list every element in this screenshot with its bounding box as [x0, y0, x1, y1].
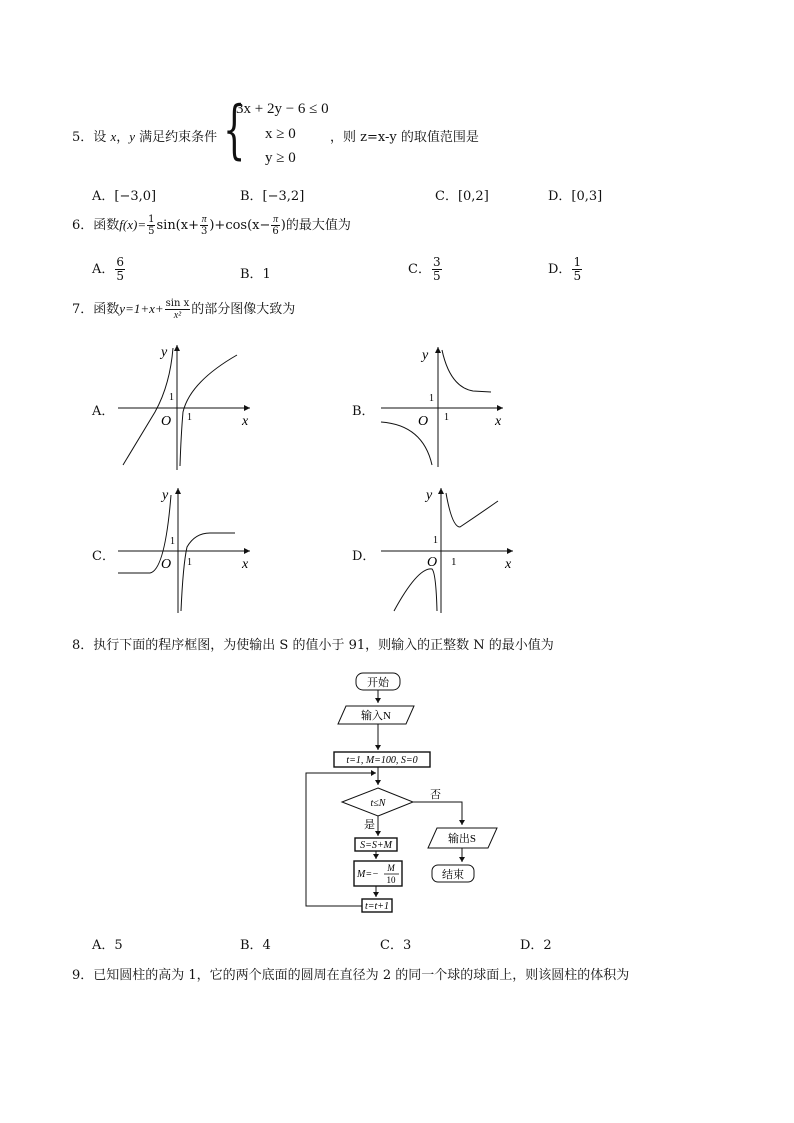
q6-option-c-label: C． [408, 262, 431, 277]
q6-option-a-label: A． [92, 262, 115, 277]
graph-b-one-x: 1 [444, 412, 449, 423]
q5-stem [72, 126, 217, 145]
q6-option-c [408, 256, 443, 283]
q6-text-d: )的最大值为 [280, 218, 351, 233]
q6-option-a [92, 256, 126, 283]
q7-label-b: B． [352, 404, 375, 419]
q6-option-a-frac [115, 256, 125, 283]
q6-option-b: B．1 [240, 267, 271, 282]
graph-c-one-y: 1 [170, 536, 175, 547]
graph-b-y-label: y [422, 348, 429, 363]
q5-sep: ， [116, 130, 130, 145]
flow-init-label: t=1, M=100, S=0 [346, 755, 418, 766]
q5-brace: { [223, 93, 246, 167]
q6-frac-1-num: 1 [148, 214, 155, 225]
q7-frac [165, 298, 191, 321]
q7-text-a: 函数 [93, 302, 120, 317]
flow-step2-num: M [387, 863, 395, 873]
q6-fx: f(x)= [119, 217, 147, 232]
q5-var-x: x [110, 129, 117, 144]
graph-c-x-label: x [242, 557, 249, 572]
q6-option-d-frac [572, 256, 582, 283]
q6-frac-3-den: 6 [272, 226, 279, 237]
graph-a [115, 340, 260, 475]
q6-option-d-label: D． [548, 262, 572, 277]
flow-step3-label: t=t+1 [364, 901, 390, 912]
q9-stem [72, 964, 629, 983]
q6-option-c-den: 5 [432, 269, 441, 283]
graph-c-origin: O [161, 557, 172, 572]
graph-a-one-y: 1 [169, 392, 174, 403]
graph-a-y-label: y [161, 345, 168, 360]
q6-text-c: )+cos(x− [209, 218, 271, 233]
q7-label-c: C． [92, 549, 115, 564]
q5-number: 5． [72, 130, 94, 145]
q7-label-a: A． [92, 404, 115, 419]
graph-a-one-x: 1 [187, 412, 192, 423]
graph-b-x-label: x [495, 414, 502, 429]
graph-a-x-label: x [242, 414, 249, 429]
q9-number: 9． [72, 968, 94, 983]
q6-frac-2-den: 3 [200, 226, 208, 237]
q6-text-a: 函数 [93, 218, 120, 233]
graph-a-curve-left [123, 348, 173, 465]
q9-text: 已知圆柱的高为 1，它的两个底面的圆周在直径为 2 的同一个球的球面上，则该圆柱的体积为 [93, 968, 630, 983]
graph-b [378, 345, 513, 470]
q8-option-a: A．5 [92, 938, 123, 953]
q6-number: 6． [72, 218, 94, 233]
q6-stem [72, 214, 351, 237]
flow-step2-den: 10 [386, 875, 396, 885]
flow-input-label: 输入N [361, 710, 391, 722]
q6-option-a-num: 6 [116, 255, 125, 269]
flow-no-line [413, 802, 462, 825]
graph-d-one-x: 1 [451, 556, 457, 568]
q5-constraint-2: x ≥ 0 [265, 126, 296, 142]
q8-option-b: B．4 [240, 938, 271, 953]
q7-stem [72, 298, 295, 321]
graph-d [378, 485, 523, 617]
q5-option-c: C．[0,2] [435, 189, 489, 204]
q5-prefix-b: 满足约束条件 [135, 130, 218, 145]
q8-option-c: C．3 [380, 938, 412, 953]
q7-expr: y=1+x+ [119, 301, 164, 316]
q8-option-d: D．2 [520, 938, 552, 953]
q5-constraint-3: y ≥ 0 [265, 150, 296, 166]
flow-end-label: 结束 [442, 869, 464, 881]
q6-frac-2 [200, 214, 208, 237]
graph-b-one-y: 1 [429, 393, 434, 404]
graph-d-origin: O [427, 555, 438, 570]
flow-no-label: 否 [430, 789, 441, 801]
graph-c-one-x: 1 [187, 557, 192, 568]
q5-option-d: D．[0,3] [548, 189, 603, 204]
q7-label-d: D． [352, 549, 376, 564]
q6-frac-3-num: π [273, 214, 279, 225]
graph-d-one-y: 1 [433, 535, 438, 546]
graph-a-curve-right [180, 355, 237, 466]
flow-yes-label: 是 [364, 819, 375, 831]
flow-output-label: 输出S [447, 833, 477, 845]
q6-frac-1 [147, 214, 155, 237]
q5-var-y: y [129, 129, 136, 144]
q6-frac-3 [271, 214, 279, 237]
graph-c-curve-right [181, 533, 235, 611]
q7-text-b: 的部分图像大致为 [191, 302, 296, 317]
graph-d-y-label: y [426, 488, 433, 503]
flow-step2-lhs: M=− [357, 869, 379, 880]
q6-option-a-den: 5 [116, 269, 125, 283]
q5-constraint-1: 3x + 2y − 6 ≤ 0 [236, 101, 329, 117]
graph-d-x-label: x [505, 557, 512, 572]
graph-d-curve-left [394, 569, 437, 611]
q6-frac-2-num: π [201, 214, 207, 225]
q6-option-c-frac [432, 256, 442, 283]
flowchart [300, 668, 500, 916]
flow-start-label: 开始 [367, 677, 389, 689]
q5-prefix: 设 [93, 130, 107, 145]
graph-c [115, 485, 260, 617]
q6-option-d-den: 5 [573, 269, 582, 283]
q6-text-b: sin(x+ [156, 218, 199, 233]
q7-frac-den: x² [173, 310, 182, 321]
graph-b-origin: O [418, 414, 429, 429]
q8-stem: 8．执行下面的程序框图，为使输出 S 的值小于 91，则输入的正整数 N 的最小值为 [72, 638, 554, 653]
flow-decision-label: t≤N [370, 798, 386, 809]
q5-option-b: B．[−3,2] [240, 189, 305, 204]
q5-option-a: A．[−3,0] [92, 189, 157, 204]
q6-option-c-num: 3 [432, 255, 441, 269]
graph-a-origin: O [161, 414, 172, 429]
graph-b-curve-right [442, 350, 491, 392]
q6-option-d-num: 1 [573, 255, 582, 269]
q5-suffix: ，则 z=x-y 的取值范围是 [330, 130, 479, 145]
q7-number: 7． [72, 302, 94, 317]
q6-option-d [548, 256, 583, 283]
graph-d-curve-right [446, 493, 498, 527]
flow-step1-label: S=S+M [360, 840, 392, 851]
q7-frac-num: sin x [165, 298, 190, 309]
q6-frac-1-den: 5 [148, 226, 155, 237]
graph-c-y-label: y [162, 488, 169, 503]
